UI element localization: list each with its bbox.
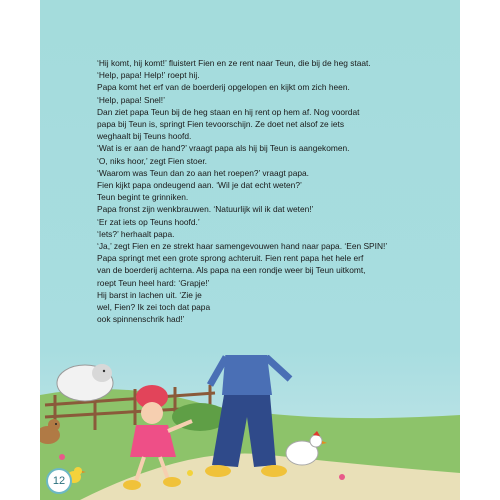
- story-line: ‘Help, papa! Snel!’: [97, 94, 165, 105]
- story-line: Dan ziet papa Teun bij de heg staan en hij rent op hem af. Nog voordat: [97, 106, 360, 117]
- story-line: ‘Hij komt, hij komt!’ fluistert Fien en ze rent naar Teun, die bij de heg staat.: [97, 58, 371, 68]
- story-line: Papa komt het erf van de boerderij opgelopen en kijkt om zich heen.: [97, 82, 350, 93]
- story-line: Teun begint te grinniken.: [97, 192, 189, 203]
- story-line: ‘Waarom was Teun dan zo aan het roepen?’ vraagt papa.: [97, 167, 309, 178]
- story-line: Fien kijkt papa ondeugend aan. ‘Wil je dat echt weten?’: [97, 180, 302, 191]
- story-line: ‘Er zat iets op Teuns hoofd.’: [97, 216, 200, 227]
- sheep-illustration: [57, 364, 113, 401]
- story-line: Papa fronst zijn wenkbrauwen. ‘Natuurlijk wil ik dat weten!’: [97, 204, 314, 215]
- story-line: Papa springt met een grote sprong achteruit. Fien rent papa het hele erf: [97, 253, 364, 264]
- story-line: ‘Wat is er aan de hand?’ vraagt papa als hij bij Teun is aangekomen.: [97, 143, 350, 154]
- story-line: van de boerderij achterna. Als papa na een rondje weer bij Teun uitkomt,: [97, 265, 366, 276]
- story-line: ‘Ja,’ zegt Fien en ze strekt haar samengevouwen hand naar papa. ‘Een SPIN!’: [97, 241, 388, 252]
- story-line: Hij barst in lachen uit. ‘Zie je: [97, 289, 202, 300]
- story-line: ‘Iets?’ herhaalt papa.: [97, 228, 175, 239]
- story-line: wel, Fien? Ik zei toch dat papa: [97, 302, 211, 313]
- story-line: roept Teun heel hard: ‘Grapje!’: [97, 277, 210, 288]
- page-number-badge: 12: [46, 468, 72, 494]
- story-line: ‘Help, papa! Help!’ roept hij.: [97, 70, 200, 81]
- story-line: ook spinnenschrik had!’: [97, 314, 185, 325]
- book-page: [40, 0, 460, 500]
- story-line: ‘O, niks hoor,’ zegt Fien stoer.: [97, 155, 208, 166]
- story-line: papa bij Teun is, springt Fien tevoorschijn. Ze doet net alsof ze iets: [97, 119, 345, 130]
- story-line: weghaalt bij Teuns hoofd.: [97, 131, 192, 142]
- farm-illustration: [40, 355, 460, 500]
- story-text: [97, 57, 417, 325]
